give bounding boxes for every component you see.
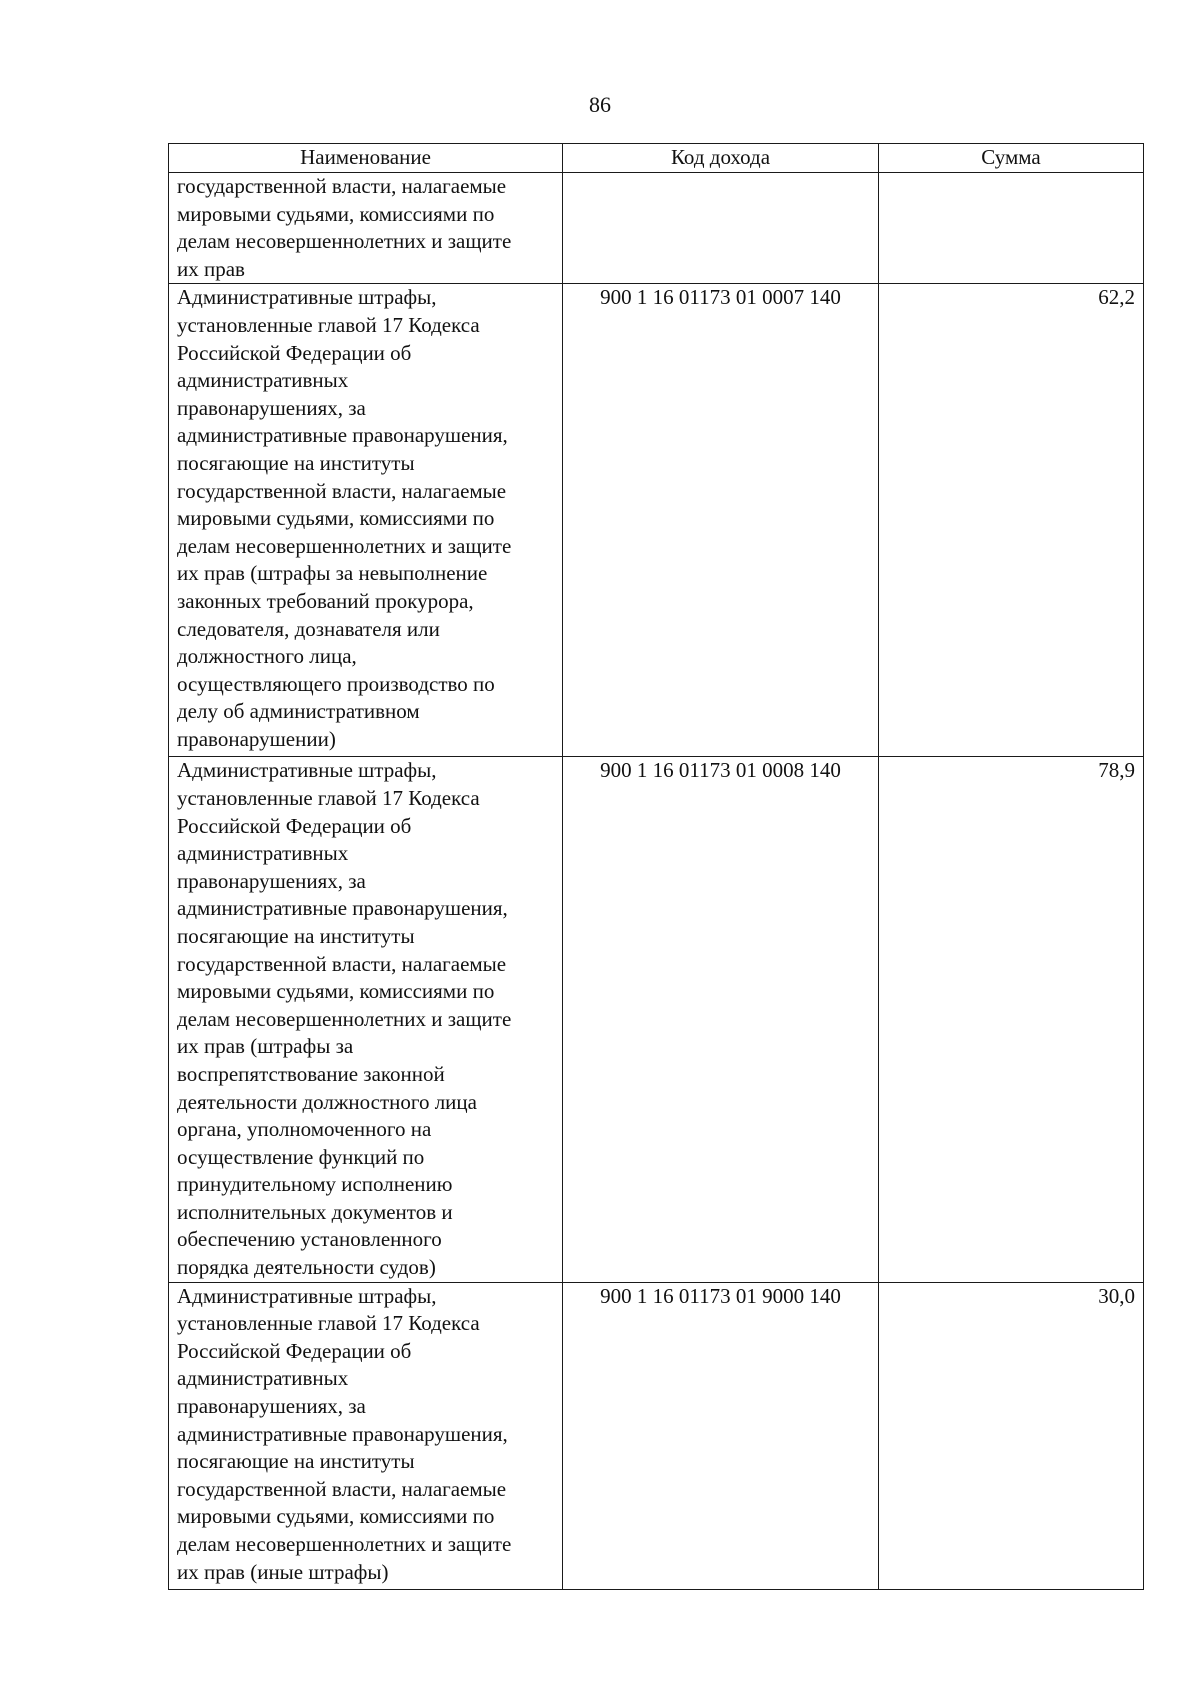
name-cell: Административные штрафы, установленные главой 17 Кодекса Российской Федерации об административных правонарушениях, за административные правонарушения, посягающие на институты государственной власти, налагаемые мировыми судьями, комиссиями по делам несовершеннолетних и защите их прав (иные штрафы) bbox=[169, 1282, 563, 1589]
name-cell: государственной власти, налагаемые мировыми судьями, комиссиями по делам несовершеннолетних и защите их прав bbox=[169, 173, 563, 284]
table-row bbox=[169, 284, 1144, 757]
code-cell: 900 1 16 01173 01 9000 140 bbox=[563, 1282, 879, 1589]
header-sum: Сумма bbox=[879, 144, 1144, 173]
code-cell bbox=[563, 173, 879, 284]
table-row bbox=[169, 1282, 1144, 1589]
sum-cell bbox=[879, 173, 1144, 284]
name-cell: Административные штрафы, установленные главой 17 Кодекса Российской Федерации об административных правонарушениях, за административные правонарушения, посягающие на институты государственной власти, налагаемые мировыми судьями, комиссиями по делам несовершеннолетних и защите их прав (штрафы за воспрепятствование законной деятельности должностного лица органа, уполномоченного на осуществление функций по принудительному исполнению исполнительных документов и обеспечению установленного порядка деятельности судов) bbox=[169, 757, 563, 1282]
code-cell: 900 1 16 01173 01 0007 140 bbox=[563, 284, 879, 757]
table-row bbox=[169, 173, 1144, 284]
sum-cell: 78,9 bbox=[879, 757, 1144, 1282]
revenue-table bbox=[168, 143, 1144, 1590]
sum-cell: 62,2 bbox=[879, 284, 1144, 757]
table-header-row bbox=[169, 144, 1144, 173]
sum-cell: 30,0 bbox=[879, 1282, 1144, 1589]
header-code: Код дохода bbox=[563, 144, 879, 173]
table-row bbox=[169, 757, 1144, 1282]
name-cell: Административные штрафы, установленные главой 17 Кодекса Российской Федерации об административных правонарушениях, за административные правонарушения, посягающие на институты государственной власти, налагаемые мировыми судьями, комиссиями по делам несовершеннолетних и защите их прав (штрафы за невыполнение законных требований прокурора, следователя, дознавателя или должностного лица, осуществляющего производство по делу об административном правонарушении) bbox=[169, 284, 563, 757]
page-number: 86 bbox=[589, 92, 611, 117]
code-cell: 900 1 16 01173 01 0008 140 bbox=[563, 757, 879, 1282]
header-name: Наименование bbox=[169, 144, 563, 173]
